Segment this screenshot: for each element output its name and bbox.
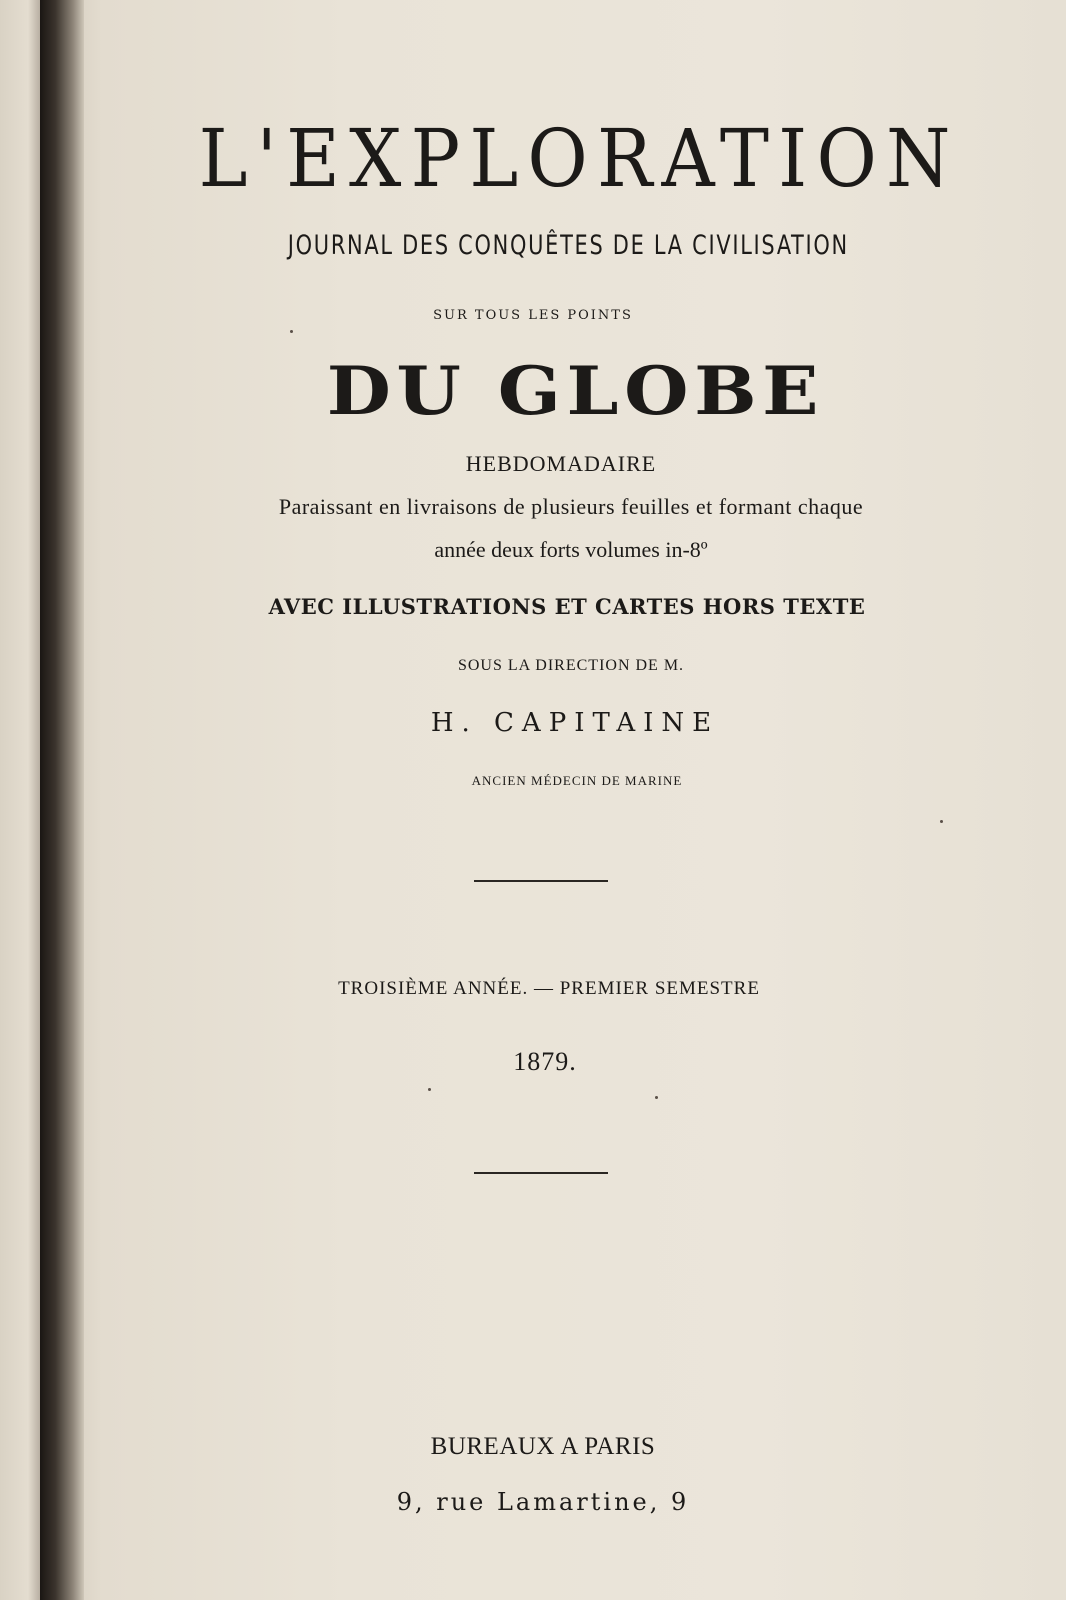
publication-year: 1879.	[513, 1047, 577, 1076]
journal-title: L'EXPLORATION	[198, 112, 960, 205]
description-line-1: Paraissant en livraisons de plusieurs feuilles et formant chaque	[278, 494, 864, 519]
publisher-address: 9, rue Lamartine, 9	[396, 1488, 690, 1516]
paper-speck	[290, 330, 293, 333]
subtitle-small: SUR TOUS LES POINTS	[433, 308, 633, 323]
globe-heading: DU GLOBE	[326, 352, 825, 430]
previous-page-edge	[0, 0, 40, 1600]
paper-speck	[655, 1096, 658, 1099]
divider-rule	[474, 1172, 608, 1174]
editor-name: H. CAPITAINE	[430, 708, 720, 738]
divider-rule	[474, 880, 608, 882]
frequency-label: HEBDOMADAIRE	[465, 451, 657, 476]
editor-title: ANCIEN MÉDECIN DE MARINE	[471, 773, 683, 788]
publisher-label: BUREAUX A PARIS	[430, 1433, 656, 1460]
paper-speck	[940, 820, 943, 823]
journal-subtitle: JOURNAL DES CONQUÊTES DE LA CIVILISATION	[287, 230, 849, 261]
description-line-2: année deux forts volumes in-8º	[434, 537, 708, 562]
paper-speck	[428, 1088, 431, 1091]
direction-label: SOUS LA DIRECTION DE M.	[457, 657, 685, 674]
illustrations-note: AVEC ILLUSTRATIONS ET CARTES HORS TEXTE	[268, 594, 866, 619]
edition-label: TROISIÈME ANNÉE. — PREMIER SEMESTRE	[338, 978, 760, 999]
